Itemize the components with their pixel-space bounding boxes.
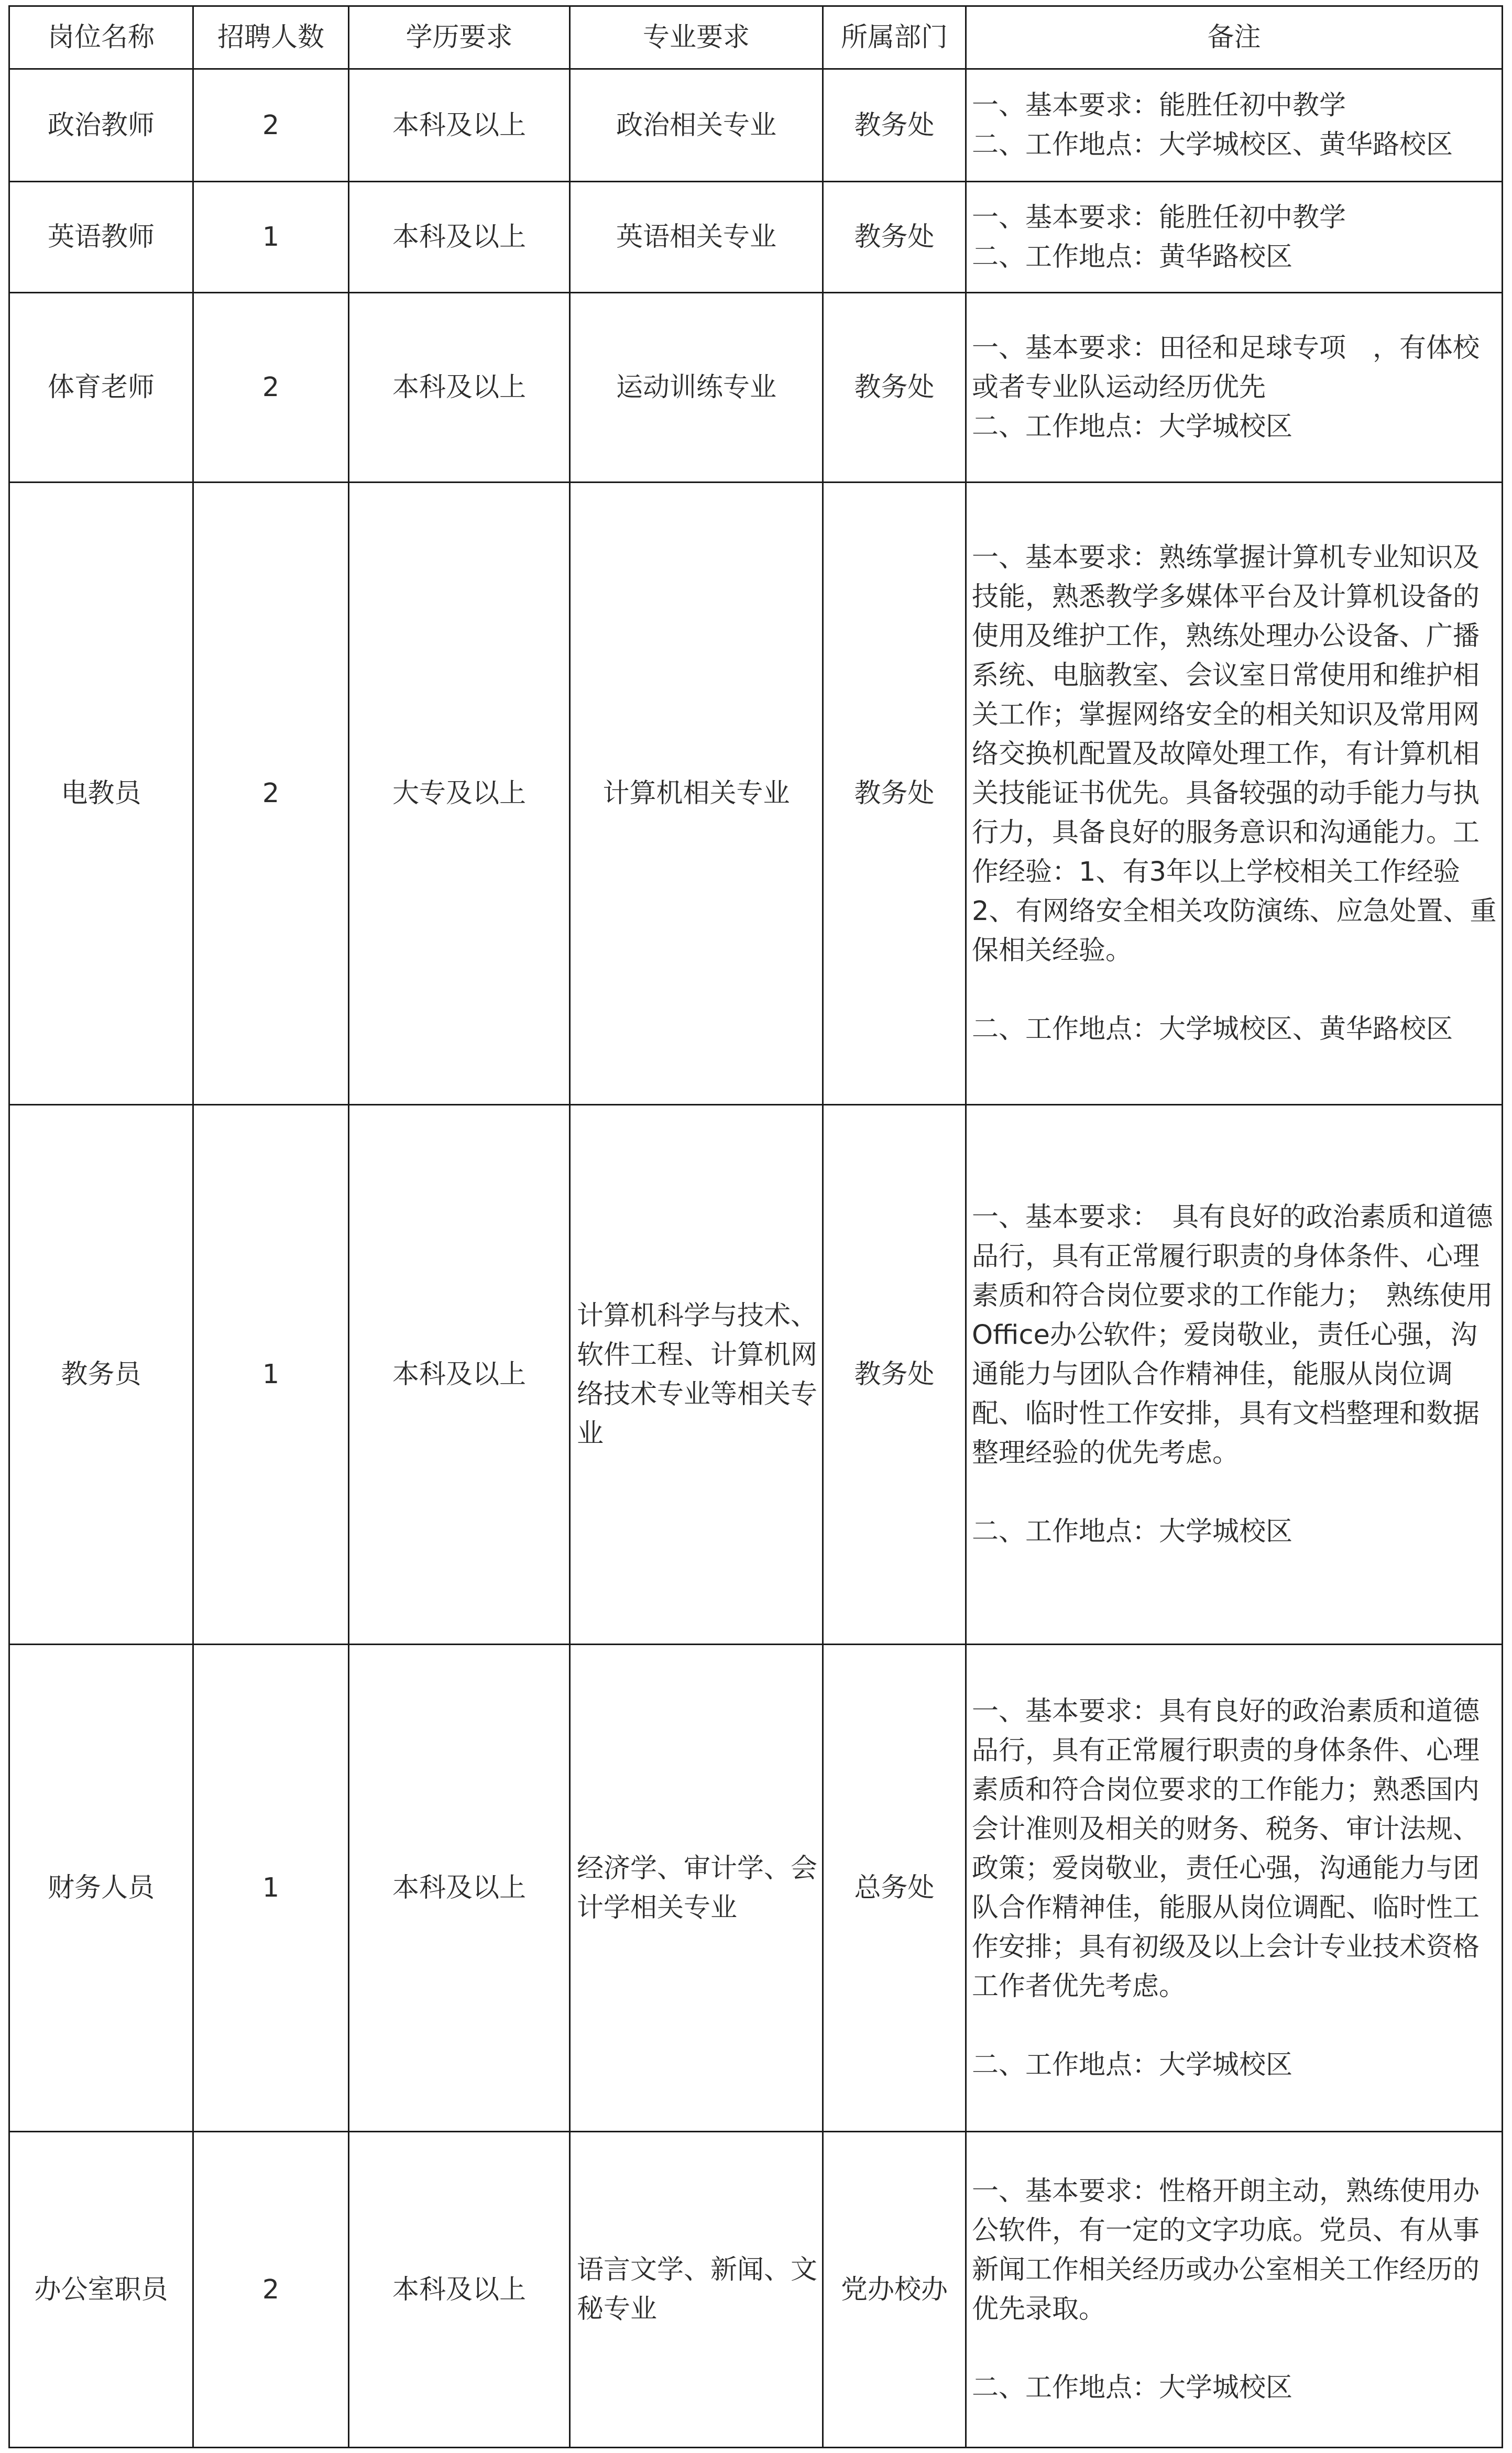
cell-education: 本科及以上: [349, 1645, 570, 2132]
remark-requirement: 一、基本要求： 具有良好的政治素质和道德品行，具有正常履行职责的身体条件、心理素质和符合岗位要求的工作能力； 熟练使用Office办公软件；爱岗敬业，责任心强，沟通能力与团队合作精神佳，能服从岗位调配、临时性工作安排，具有文档整理和数据整理经验的优先考虑。: [972, 1202, 1493, 1469]
table-row: [9, 182, 1503, 293]
table-row: [9, 1105, 1503, 1645]
remark-requirement: 一、基本要求：熟练掌握计算机专业知识及技能，熟悉教学多媒体平台及计算机设备的使用及维护工作，熟练处理办公设备、广播系统、电脑教室、会议室日常使用和维护相关工作；掌握网络安全的相关知识及常用网络交换机配置及故障处理工作，有计算机相关技能证书优先。具备较强的动手能力与执行力，具备良好的服务意识和沟通能力。工作经验：1、有3年以上学校相关工作经验2、有网络安全相关攻防演练、应急处置、重保相关经验。: [972, 542, 1497, 966]
header-count: 招聘人数: [193, 6, 349, 69]
cell-position: 财务人员: [9, 1645, 193, 2132]
table-row: [9, 1645, 1503, 2132]
table-row: [9, 2132, 1503, 2448]
cell-position: 办公室职员: [9, 2132, 193, 2448]
cell-education: 大专及以上: [349, 483, 570, 1105]
cell-education: 本科及以上: [349, 69, 570, 182]
remark-location: 二、工作地点：大学城校区: [972, 2372, 1293, 2403]
cell-department: 教务处: [823, 483, 966, 1105]
cell-major: 运动训练专业: [570, 293, 823, 483]
cell-remarks: [966, 1645, 1503, 2132]
table-row: [9, 69, 1503, 182]
cell-major: 经济学、审计学、会计学相关专业: [570, 1645, 823, 2132]
cell-position: 政治教师: [9, 69, 193, 182]
table-row: [9, 293, 1503, 483]
remark-location: 二、工作地点：大学城校区、黄华路校区: [972, 129, 1453, 160]
cell-department: 教务处: [823, 1105, 966, 1645]
cell-department: 教务处: [823, 69, 966, 182]
remark-requirement: 一、基本要求：能胜任初中教学: [972, 90, 1346, 121]
cell-department: 教务处: [823, 293, 966, 483]
cell-department: 党办校办: [823, 2132, 966, 2448]
header-education: 学历要求: [349, 6, 570, 69]
cell-position: 电教员: [9, 483, 193, 1105]
remark-location: 二、工作地点：大学城校区、黄华路校区: [972, 1014, 1453, 1045]
header-major: 专业要求: [570, 6, 823, 69]
cell-remarks: [966, 1105, 1503, 1645]
cell-education: 本科及以上: [349, 182, 570, 293]
remark-location: 二、工作地点：大学城校区: [972, 1516, 1293, 1547]
cell-count: 2: [193, 483, 349, 1105]
header-position: 岗位名称: [9, 6, 193, 69]
cell-education: 本科及以上: [349, 293, 570, 483]
table-row: [9, 483, 1503, 1105]
remark-location: 二、工作地点：黄华路校区: [972, 241, 1293, 272]
cell-major: 英语相关专业: [570, 182, 823, 293]
remark-requirement: 一、基本要求：田径和足球专项 ，有体校或者专业队运动经历优先: [972, 333, 1480, 403]
cell-position: 英语教师: [9, 182, 193, 293]
cell-count: 1: [193, 1645, 349, 2132]
header-department: 所属部门: [823, 6, 966, 69]
cell-department: 教务处: [823, 182, 966, 293]
cell-position: 体育老师: [9, 293, 193, 483]
cell-count: 2: [193, 69, 349, 182]
remark-requirement: 一、基本要求：性格开朗主动，熟练使用办公软件，有一定的文字功底。党员、有从事新闻工作相关经历或办公室相关工作经历的优先录取。: [972, 2176, 1480, 2325]
cell-major: 计算机相关专业: [570, 483, 823, 1105]
cell-remarks: [966, 69, 1503, 182]
header-row: [9, 6, 1503, 69]
cell-position: 教务员: [9, 1105, 193, 1645]
cell-count: 2: [193, 2132, 349, 2448]
cell-department: 总务处: [823, 1645, 966, 2132]
cell-remarks: [966, 483, 1503, 1105]
cell-education: 本科及以上: [349, 1105, 570, 1645]
remark-requirement: 一、基本要求：具有良好的政治素质和道德品行，具有正常履行职责的身体条件、心理素质和符合岗位要求的工作能力；熟悉国内会计准则及相关的财务、税务、审计法规、政策；爱岗敬业，责任心强，沟通能力与团队合作精神佳，能服从岗位调配、临时性工作安排；具有初级及以上会计专业技术资格工作者优先考虑。: [972, 1695, 1480, 2002]
cell-count: 1: [193, 1105, 349, 1645]
cell-major: 政治相关专业: [570, 69, 823, 182]
cell-major: 语言文学、新闻、文秘专业: [570, 2132, 823, 2448]
remark-location: 二、工作地点：大学城校区: [972, 2049, 1293, 2080]
recruitment-table: [8, 5, 1503, 2448]
cell-count: 2: [193, 293, 349, 483]
cell-remarks: [966, 2132, 1503, 2448]
cell-count: 1: [193, 182, 349, 293]
cell-education: 本科及以上: [349, 2132, 570, 2448]
cell-major: 计算机科学与技术、软件工程、计算机网络技术专业等相关专业: [570, 1105, 823, 1645]
remark-requirement: 一、基本要求：能胜任初中教学: [972, 202, 1346, 233]
cell-remarks: [966, 293, 1503, 483]
header-remarks: 备注: [966, 6, 1503, 69]
cell-remarks: [966, 182, 1503, 293]
remark-location: 二、工作地点：大学城校区: [972, 411, 1293, 442]
